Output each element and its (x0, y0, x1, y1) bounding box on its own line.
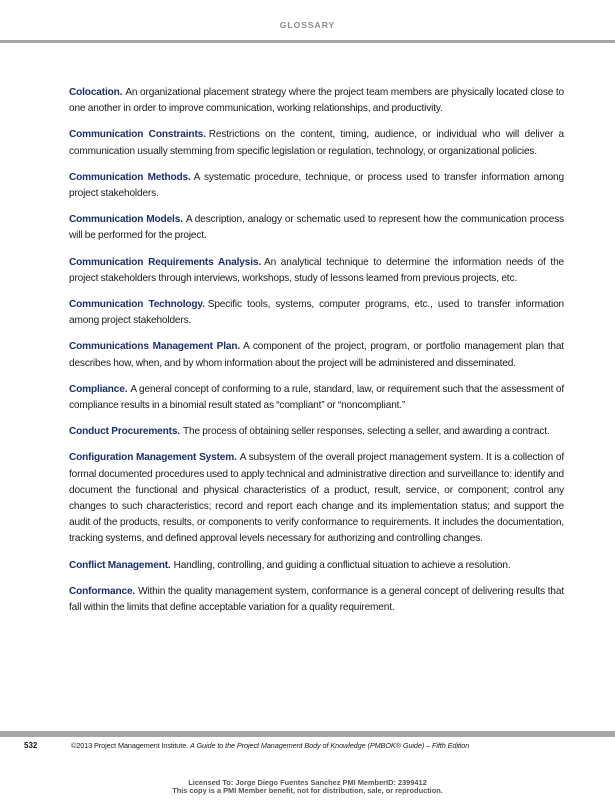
glossary-entry (69, 127, 564, 159)
glossary-term: Communication Technology. (69, 299, 205, 311)
glossary-entry (69, 424, 564, 440)
glossary-entry (69, 255, 564, 287)
license-line: Licensed To: Jorge Diego Fuentes Sanchez PMI MemberID: 2399412 (188, 778, 427, 787)
book-title: A Guide to the Project Management Body of Knowledge (PMBOK® Guide) – Fifth Edition (190, 741, 470, 750)
glossary-definition: Restrictions on the content, timing, audience, or individual who will deliver a communication usually stemming from specific legislation or regulation, technology, or organizational policies. (69, 129, 564, 157)
running-header: GLOSSARY (279, 20, 336, 30)
glossary-term: Conduct Procurements. (69, 426, 180, 438)
glossary-definition: Specific tools, systems, computer programs, etc., used to transfer information among project stakeholders. (69, 299, 564, 327)
copyright-prefix: ©2013 Project Management Institute. (71, 741, 189, 750)
glossary-term: Communication Methods. (69, 171, 191, 183)
glossary-entry (69, 339, 564, 371)
glossary-term: Conflict Management. (69, 559, 171, 571)
glossary-term: Compliance. (69, 383, 128, 395)
glossary-definition: A description, analogy or schematic used to represent how the communication process will be performed for the project. (69, 214, 564, 242)
glossary-term: Communication Models. (69, 214, 183, 226)
glossary-term: Communication Requirements Analysis. (69, 256, 261, 268)
glossary-term: Colocation. (69, 87, 123, 98)
glossary-entry (69, 584, 564, 616)
glossary-entry (69, 85, 564, 117)
glossary-definition: Handling, controlling, and guiding a conflictual situation to achieve a resolution. (173, 559, 511, 571)
page-number: 532 (24, 741, 38, 750)
glossary-definition: A subsystem of the overall project management system. It is a collection of formal documented procedures used to apply technical and administrative direction and surveillance to: identify and document the functional and physical characteristics of a product, result, service, or component; control any changes to such characteristics; record and report each change and its implementation status; and support the audit of the products, results, or components to verify conformance to requirements. It includes the documentation, tracking systems, and defined approval levels necessary for authorizing and controlling changes. (69, 452, 564, 545)
glossary-definition: A systematic procedure, technique, or process used to transfer information among project stakeholders. (69, 171, 564, 200)
license-notice (0, 779, 615, 795)
header-divider (0, 40, 615, 43)
glossary-definition: An organizational placement strategy where the project team members are physically located close to one another in order to improve communication, working relationships, and productivity. (69, 87, 564, 115)
footer-divider (0, 731, 615, 737)
glossary-entry (69, 558, 564, 574)
glossary-definition: An analytical technique to determine the information needs of the project stakeholders through interviews, workshops, study of lessons learned from previous projects, etc. (69, 256, 564, 284)
glossary-entry (69, 212, 564, 244)
glossary-entries (69, 85, 564, 626)
glossary-entry (69, 382, 564, 414)
glossary-entry (69, 170, 564, 202)
license-line: This copy is a PMI Member benefit, not for distribution, sale, or reproduction. (172, 786, 443, 795)
glossary-definition: A general concept of conforming to a rule, standard, law, or requirement such that the assessment of compliance results in a binomial result stated as “compliant” or “noncompliant.” (69, 383, 564, 412)
glossary-term: Communication Constraints. (69, 129, 206, 141)
glossary-term: Configuration Management System. (69, 452, 237, 464)
glossary-entry (69, 297, 564, 329)
glossary-definition: A component of the project, program, or portfolio management plan that describes how, when, and by whom information about the project will be administered and disseminated. (69, 341, 564, 369)
glossary-term: Communications Management Plan. (69, 341, 240, 353)
glossary-definition: Within the quality management system, conformance is a general concept of delivering results that fall within the limits that define acceptable variation for a quality requirement. (69, 585, 564, 614)
glossary-term: Conformance. (69, 585, 136, 597)
glossary-entry (69, 450, 564, 547)
glossary-definition: The process of obtaining seller responses, selecting a seller, and awarding a contract. (182, 426, 550, 438)
copyright-notice (71, 741, 469, 750)
